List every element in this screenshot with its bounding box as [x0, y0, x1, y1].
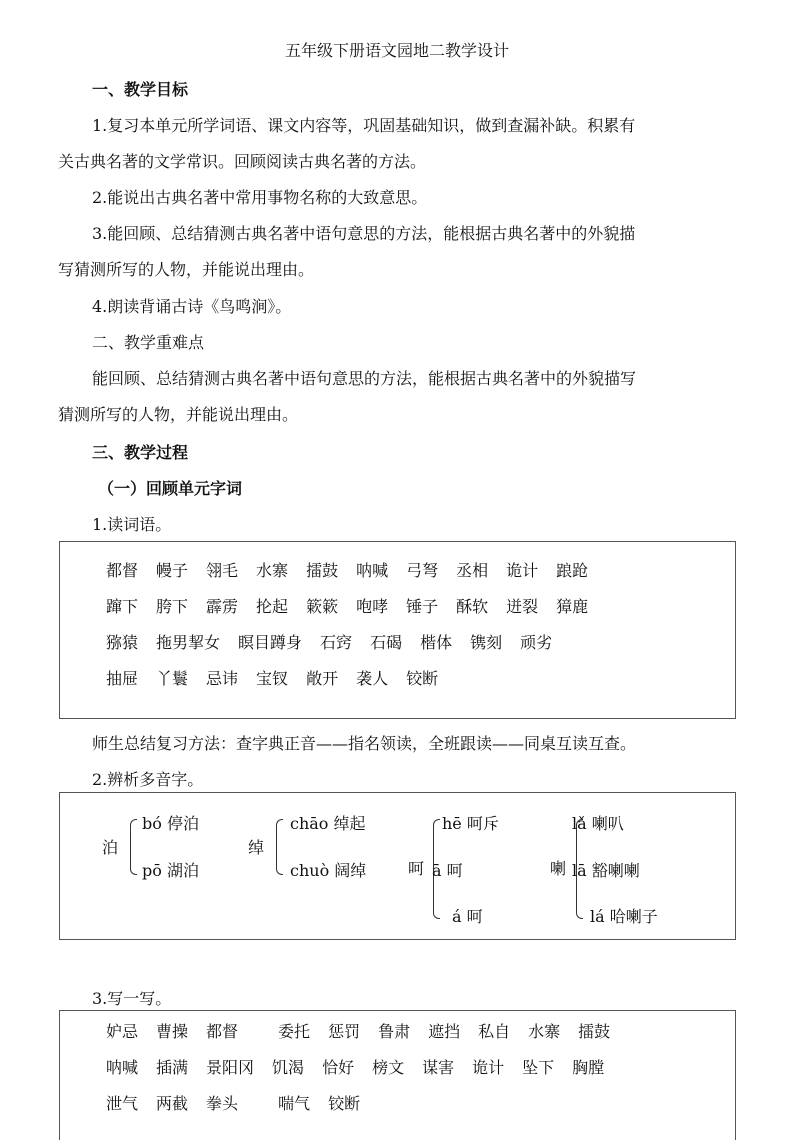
poly-reading: pō 湖泊: [142, 861, 199, 880]
word: 顽劣: [520, 633, 553, 652]
poly-reading: lá 哈喇子: [590, 907, 658, 926]
word: 泄气: [106, 1094, 139, 1113]
goal-4: 4.朗读背诵古诗《鸟鸣涧》。: [92, 297, 292, 316]
page-title: 五年级下册语文园地二教学设计: [284, 41, 509, 60]
word-row-3: [106, 630, 570, 653]
word: 私自: [478, 1022, 511, 1041]
word: 忌讳: [206, 669, 239, 688]
poly-reading: chuò 阔绰: [290, 861, 367, 880]
word: 蹿下: [106, 597, 139, 616]
word: 宝钗: [256, 669, 289, 688]
word: 弓弩: [406, 561, 439, 580]
word: 饥渴: [272, 1058, 305, 1077]
word: 诡计: [472, 1058, 505, 1077]
word: 铰断: [328, 1094, 361, 1113]
item-polyphones: 2.辨析多音字。: [92, 770, 204, 789]
poly-reading: bó 停泊: [142, 814, 199, 833]
word: 恰好: [322, 1058, 355, 1077]
poly-char-bo: 泊: [102, 838, 119, 857]
word: 咆哮: [356, 597, 389, 616]
word: 呐喊: [356, 561, 389, 580]
word: 翎毛: [206, 561, 239, 580]
word: 楷体: [420, 633, 453, 652]
write-row-3: [106, 1091, 378, 1114]
word: 委托: [278, 1022, 311, 1041]
word: 霹雳: [206, 597, 239, 616]
word: 拖男挈女: [156, 633, 221, 652]
word: 擂鼓: [306, 561, 339, 580]
poly-reading: lǎ 喇叭: [572, 814, 624, 833]
word: 踉跄: [556, 561, 589, 580]
word: 坠下: [522, 1058, 555, 1077]
word: 胯下: [156, 597, 189, 616]
subsection-heading-review: （一）回顾单元字词: [98, 479, 243, 498]
poly-reading: lā 豁喇喇: [572, 861, 640, 880]
read-words-box: [59, 541, 736, 719]
word: 猕猿: [106, 633, 139, 652]
item-write-words: 3.写一写。: [92, 989, 172, 1008]
word: 水寨: [256, 561, 289, 580]
word: 喘气: [278, 1094, 311, 1113]
poly-reading: hē 呵斥: [442, 814, 499, 833]
word: 丫鬟: [156, 669, 189, 688]
word: 水寨: [528, 1022, 561, 1041]
section-heading-key-points: 二、教学重难点: [92, 333, 205, 352]
word-row-2: [106, 594, 606, 617]
word: 妒忌: [106, 1022, 139, 1041]
word: 幔子: [156, 561, 189, 580]
poly-char-he: 呵: [408, 859, 425, 878]
word: 锤子: [406, 597, 439, 616]
key-points-line-2: 猜测所写的人物，并能说出理由。: [58, 405, 299, 424]
word: 丞相: [456, 561, 489, 580]
goal-1-line-2: 关古典名著的文学常识。回顾阅读古典名著的方法。: [58, 152, 427, 171]
word: 遮挡: [428, 1022, 461, 1041]
word: 榜文: [372, 1058, 405, 1077]
word: 迸裂: [506, 597, 539, 616]
word: 诡计: [506, 561, 539, 580]
word: 插满: [156, 1058, 189, 1077]
word: 擂鼓: [578, 1022, 611, 1041]
write-words-box: [59, 1010, 736, 1140]
word-row-1: [106, 558, 606, 581]
write-row-1: [106, 1019, 628, 1042]
word: 簌簌: [306, 597, 339, 616]
word: 两截: [156, 1094, 189, 1113]
word: 石窍: [320, 633, 353, 652]
item-read-words: 1.读词语。: [92, 515, 172, 534]
brace: [276, 819, 283, 875]
goal-3-line-1: 3.能回顾、总结猜测古典名著中语句意思的方法，能根据古典名著中的外貌描: [92, 224, 636, 243]
poly-reading: á 呵: [452, 907, 483, 926]
poly-char-la: 喇: [550, 859, 567, 878]
word: 敞开: [306, 669, 339, 688]
word: 拳头: [206, 1094, 239, 1113]
polyphone-box: [59, 792, 736, 940]
word: 抽屉: [106, 669, 139, 688]
word: 惩罚: [328, 1022, 361, 1041]
word: 都督: [206, 1022, 239, 1041]
word: 獐鹿: [556, 597, 589, 616]
word: 瞑目蹲身: [238, 633, 303, 652]
word: 袭人: [356, 669, 389, 688]
word: 抡起: [256, 597, 289, 616]
word: 胸膛: [572, 1058, 605, 1077]
review-method-summary: 师生总结复习方法：查字典正音——指名领读，全班跟读——同桌互读互查。: [92, 734, 637, 753]
word: 都督: [106, 561, 139, 580]
word-row-4: [106, 666, 456, 689]
section-heading-goals: 一、教学目标: [92, 80, 189, 99]
word: 曹操: [156, 1022, 189, 1041]
brace: [130, 819, 137, 875]
write-row-2: [106, 1055, 622, 1078]
key-points-line-1: 能回顾、总结猜测古典名著中语句意思的方法，能根据古典名著中的外貌描写: [92, 369, 637, 388]
word: 谋害: [422, 1058, 455, 1077]
word: 酥软: [456, 597, 489, 616]
word: 石碣: [370, 633, 403, 652]
goal-3-line-2: 写猜测所写的人物，并能说出理由。: [58, 260, 315, 279]
section-heading-process: 三、教学过程: [92, 443, 189, 462]
word: 呐喊: [106, 1058, 139, 1077]
word: 镌刻: [470, 633, 503, 652]
word: 景阳冈: [206, 1058, 255, 1077]
word: 鲁肃: [378, 1022, 411, 1041]
poly-char-chuo: 绰: [248, 838, 265, 857]
poly-reading: chāo 绰起: [290, 814, 366, 833]
word: 铰断: [406, 669, 439, 688]
goal-2: 2.能说出古典名著中常用事物名称的大致意思。: [92, 188, 428, 207]
poly-reading: ā 呵: [432, 861, 463, 880]
goal-1-line-1: 1.复习本单元所学词语、课文内容等，巩固基础知识，做到查漏补缺。积累有: [92, 116, 636, 135]
